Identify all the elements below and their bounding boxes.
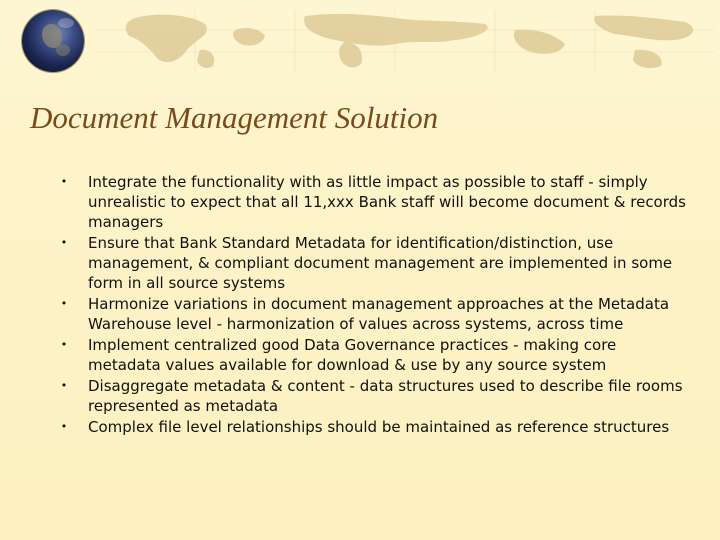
slide-title: Document Management Solution [30,100,439,135]
bullet-text: Integrate the functionality with as little impact as possible to staff - simply unrealistic to expect that all 11,xxx Bank staff will become document & records managers [88,173,686,231]
bullet-text: Harmonize variations in document management approaches at the Metadata Warehouse level - harmonization of values across systems, across time [88,295,670,333]
bullet-text: Disaggregate metadata & content - data structures used to describe file rooms represented as metadata [88,377,683,415]
bullet-dot: • [60,175,68,188]
bullet-item [58,172,688,232]
bullet-item [58,376,688,416]
bullet-text: Ensure that Bank Standard Metadata for identification/distinction, use management, & compliant document management are implemented in some form in all source systems [88,234,673,292]
bullet-item [58,233,688,293]
bullet-text: Implement centralized good Data Governance practices - making core metadata values available for download & use by any source system [88,336,617,374]
bullet-item [58,294,688,334]
world-map-decoration [95,10,715,72]
bullet-dot: • [60,297,68,310]
bullet-text: Complex file level relationships should be maintained as reference structures [88,418,670,436]
bullet-item [58,335,688,375]
bullet-dot: • [60,420,68,433]
globe-icon [22,10,84,72]
bullet-item [58,417,688,437]
bullet-dot: • [60,236,68,249]
bullet-dot: • [60,338,68,351]
bullet-dot: • [60,379,68,392]
bullet-list [58,172,688,438]
